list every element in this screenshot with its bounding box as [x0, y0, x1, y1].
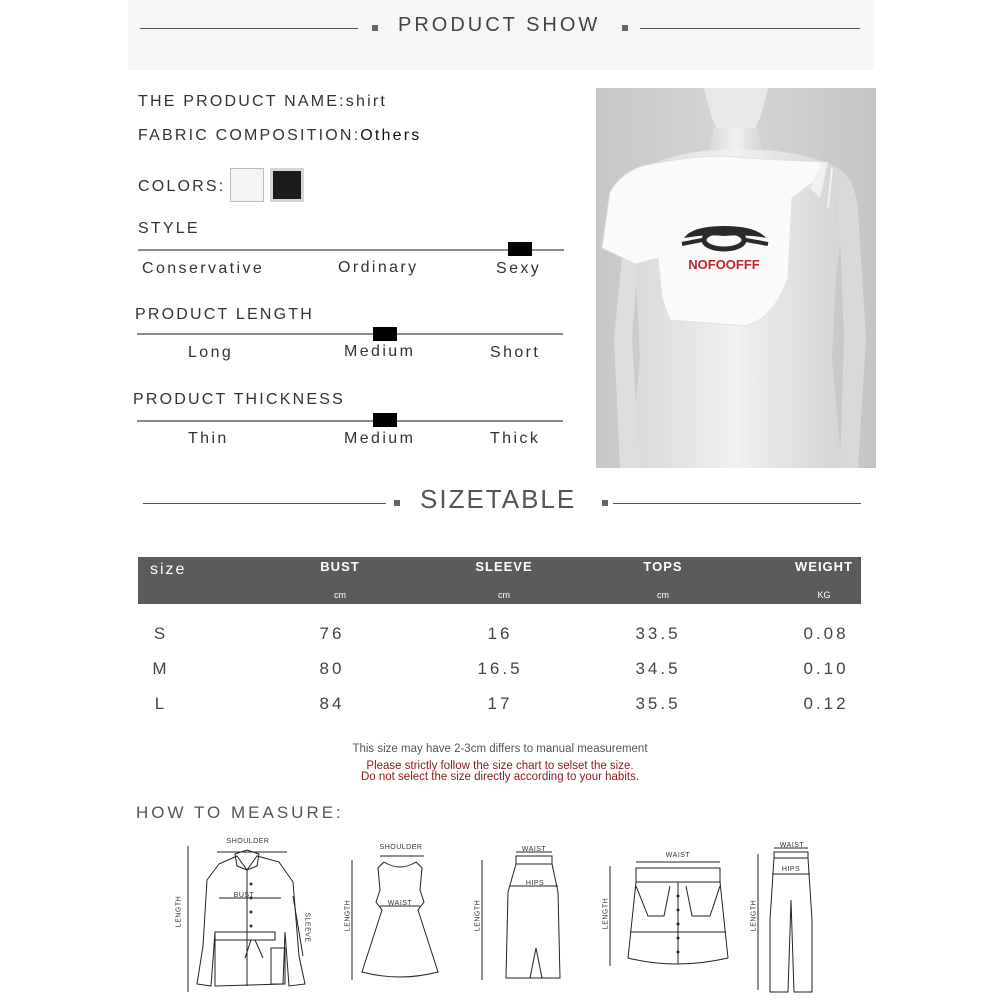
dress-length-label: LENGTH [344, 899, 352, 932]
color-swatch-black[interactable] [270, 168, 304, 202]
mini-skirt-length-label: LENGTH [602, 897, 610, 930]
sizetable-bullet-right [602, 500, 608, 506]
thickness-scale-marker [373, 413, 397, 427]
table-cell: 35.5 [635, 694, 681, 713]
pants-waist-label: WAIST [779, 842, 805, 849]
thickness-option-thin: Thin [188, 430, 229, 447]
col-unit-sleeve: cm [498, 590, 510, 600]
table-cell: 76 [319, 624, 345, 643]
fabric-label: FABRIC COMPOSITION: [138, 127, 361, 144]
mini-skirt-icon [600, 846, 740, 976]
fabric-value: Others [360, 127, 422, 144]
size-note-measurement: This size may have 2-3cm differs to manual measurement [352, 743, 648, 755]
table-cell: 0.08 [803, 624, 849, 643]
table-cell: M [152, 659, 170, 678]
size-note-follow-chart: Please strictly follow the size chart to selset the size. [366, 760, 634, 772]
style-option-ordinary: Ordinary [338, 259, 419, 276]
length-option-short: Short [490, 344, 541, 361]
thickness-option-medium: Medium [344, 430, 416, 447]
length-option-medium: Medium [344, 343, 416, 360]
style-option-sexy: Sexy [496, 260, 542, 277]
table-cell: 0.12 [803, 694, 849, 713]
thickness-label: PRODUCT THICKNESS [133, 391, 345, 408]
fabric-composition [138, 127, 421, 145]
col-unit-weight: KG [817, 590, 831, 600]
col-unit-bust: cm [334, 590, 346, 600]
col-header-size: size [150, 561, 187, 578]
thickness-option-thick: Thick [490, 430, 541, 447]
jacket-bust-label: BUST [233, 892, 255, 899]
length-scale-marker [373, 327, 397, 341]
jacket-diagram [175, 836, 325, 996]
sizetable-rule-left [143, 503, 386, 504]
table-cell: 16.5 [477, 659, 523, 678]
dress-icon [340, 840, 460, 990]
product-name-label: THE PRODUCT NAME: [138, 93, 346, 110]
table-cell: 0.10 [803, 659, 849, 678]
style-label: STYLE [138, 220, 200, 237]
mannequin-illustration [596, 88, 876, 468]
thickness-scale-line [137, 420, 563, 422]
dress-diagram [340, 840, 460, 990]
pants-hips-label: HIPS [781, 866, 801, 873]
skirt-hips-label: HIPS [525, 880, 545, 887]
table-cell: 34.5 [635, 659, 681, 678]
table-cell: 16 [487, 624, 513, 643]
jacket-icon [175, 836, 325, 996]
product-name [138, 93, 387, 111]
skirt-length-label: LENGTH [474, 899, 482, 932]
dress-shoulder-label: SHOULDER [379, 844, 423, 851]
length-scale-line [137, 333, 563, 335]
sizetable-title: SIZETABLE [420, 484, 577, 514]
how-to-measure-title: HOW TO MEASURE: [136, 803, 344, 822]
table-cell: 17 [487, 694, 513, 713]
col-header-tops: TOPS [643, 559, 683, 574]
pants-length-label: LENGTH [750, 899, 758, 932]
style-option-conservative: Conservative [142, 260, 265, 277]
table-cell: 33.5 [635, 624, 681, 643]
jacket-shoulder-label: SHOULDER [226, 838, 270, 845]
skirt-waist-label: WAIST [521, 846, 547, 853]
table-cell: 84 [319, 694, 345, 713]
style-scale-marker [508, 242, 532, 256]
jacket-sleeve-label: SLEEVE [303, 912, 311, 943]
page-title: PRODUCT SHOW [398, 14, 601, 36]
mini-skirt-diagram [600, 846, 740, 976]
sizetable-rule-right [613, 503, 861, 504]
table-cell: S [153, 624, 169, 643]
dress-waist-label: WAIST [387, 900, 413, 907]
col-header-sleeve: SLEEVE [475, 559, 533, 574]
pants-diagram [748, 840, 828, 996]
color-swatch-white[interactable] [230, 168, 264, 202]
colors-label: COLORS: [138, 178, 226, 195]
jacket-length-label: LENGTH [175, 895, 183, 928]
header-bullet-left [372, 25, 378, 31]
shirt-print-text: NOFOOFFF [688, 257, 760, 272]
length-option-long: Long [188, 344, 234, 361]
skirt-icon [470, 840, 570, 990]
col-unit-tops: cm [657, 590, 669, 600]
skirt-diagram [470, 840, 570, 990]
length-label: PRODUCT LENGTH [135, 306, 314, 323]
header-rule-left [140, 28, 358, 29]
table-cell: 80 [319, 659, 345, 678]
table-cell: L [154, 694, 168, 713]
header-bullet-right [622, 25, 628, 31]
style-scale-line [138, 249, 564, 251]
size-note-habits: Do not select the size directly according to your habits. [360, 771, 640, 783]
sizetable-bullet-left [394, 500, 400, 506]
mini-skirt-waist-label: WAIST [665, 852, 691, 859]
product-name-value: shirt [345, 93, 388, 110]
col-header-bust: BUST [320, 559, 360, 574]
pants-icon [748, 840, 828, 996]
col-header-weight: WEIGHT [795, 559, 853, 574]
header-rule-right [640, 28, 860, 29]
product-photo [596, 88, 876, 468]
